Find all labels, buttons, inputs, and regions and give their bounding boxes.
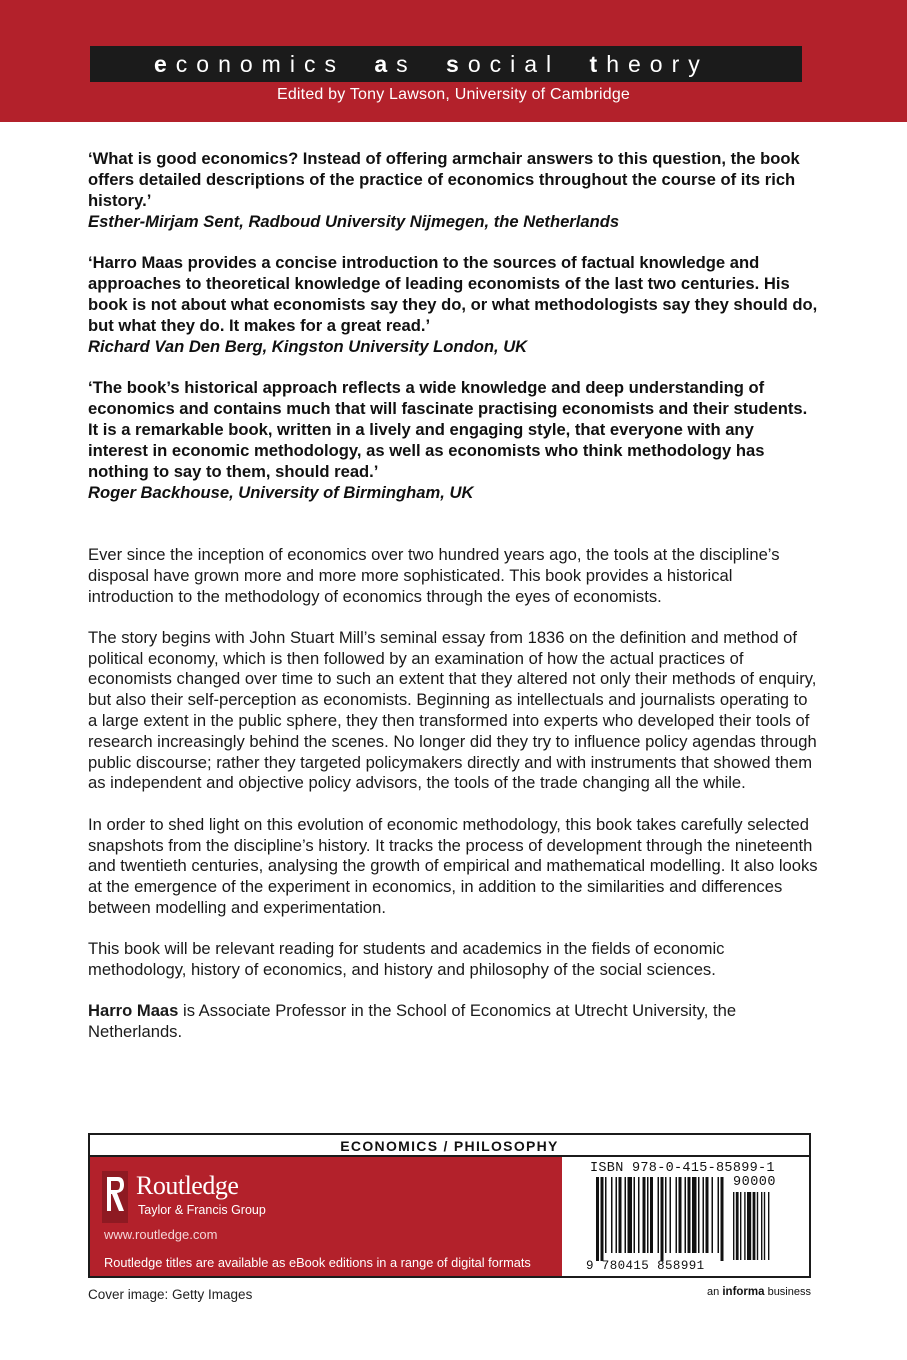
publisher-panel [90,1157,562,1276]
series-title-bar [90,46,802,82]
series-editor: Edited by Tony Lawson, University of Cambridge [276,86,631,103]
endorsement-text: ‘What is good economics? Instead of offering armchair answers to this question, the book offers detailed descriptions of the practice of economics throughout the course of its rich history.’ [88,149,800,210]
cover-credit: Cover image: Getty Images [88,1287,253,1302]
barcode-area [564,1157,809,1276]
ean-number: 9 780415 858991 [586,1259,705,1273]
author-bio [88,1001,818,1043]
author-name: Harro Maas [88,1001,179,1021]
subject-category: ECONOMICS / PHILOSOPHY [90,1135,809,1157]
informa-tagline [707,1286,811,1298]
informa-suffix: business [764,1286,811,1298]
description-paragraph: The story begins with John Stuart Mill’s seminal essay from 1836 on the definition and method of political economy, which is then followed by an examination of how the actual practices of economists changed over time to such an extent that they altered not only their methods of enquiry, but also their self-perception as economists. Beginning as intellectuals and journalists operating to a large extent in the public sphere, they then transformed into experts who developed their tools of research increasingly behind the scenes. No longer did they try to influence policy agendas through public discourse; rather they targeted policymakers directly and with instruments that showed them as independent and objective policy advisors, the tools of the trade changing all the while. [88,627,817,793]
price-barcode-icon [733,1192,783,1260]
description-paragraph: In order to shed light on this evolution of economic methodology, this book takes carefully selected snapshots from the discipline’s history. It tracks the process of development through the nineteenth and twentieth centuries, analysing the growth of empirical and mathematical modelling. It also looks at the emergence of the experiment in economics, in addition to the similarities and differences between modelling and experimentation. [88,814,818,917]
series-word: economics [154,51,345,77]
description-paragraph: Ever since the inception of economics over two hundred years ago, the tools at the discipline’s disposal have grown more and more more sophisticated. This book provides a historical introduction to the methodology of economics through the eyes of economists. [88,545,780,606]
endorsements [88,148,818,523]
isbn-label: ISBN 978-0-415-85899-1 [590,1161,775,1176]
endorsement-source: Roger Backhouse, University of Birmingham, UK [88,483,474,502]
endorsement [88,252,818,357]
series-word: theory [589,51,709,77]
author-bio-text: is Associate Professor in the School of Economics at Utrecht University, the Netherlands. [88,1001,737,1042]
endorsement-text: ‘The book’s historical approach reflects a wide knowledge and deep understanding of economics and contains much that will fascinate practising economists and their students. It is a remarkable book, written in a lively and engaging style, that everyone with any interest in economic methodology, as well as economists who think methodology has nothing to say to them, should read.’ [88,378,808,481]
publisher-name: Routledge [136,1171,239,1200]
publisher-box [88,1133,811,1278]
description-paragraph: This book will be relevant reading for students and academics in the fields of economic methodology, history of economics, and history and philosophy of the social sciences. [88,939,725,980]
series-header [0,0,907,122]
endorsement-source: Esther-Mirjam Sent, Radboud University Nijmegen, the Netherlands [88,212,620,231]
series-word: social [446,51,561,77]
endorsement-source: Richard Van Den Berg, Kingston University London, UK [88,337,528,356]
ebook-note: Routledge titles are available as eBook editions in a range of digital formats [104,1255,531,1270]
endorsement [88,148,818,232]
routledge-logo-icon [102,1171,128,1223]
book-description [88,545,818,1063]
informa-brand: informa [722,1286,765,1298]
endorsement-text: ‘Harro Maas provides a concise introduction to the sources of factual knowledge and approaches to theoretical knowledge of leading economists of the last two centuries. His book is not about what economists say they do, or what methodologists say they should do, but what they do. It makes for a great read.’ [88,253,818,335]
publisher-url[interactable]: www.routledge.com [104,1227,218,1242]
endorsement [88,377,818,503]
informa-prefix: an [707,1286,723,1298]
publisher-group: Taylor & Francis Group [138,1203,266,1217]
price-code: 90000 [733,1175,777,1190]
series-word: as [374,51,417,77]
